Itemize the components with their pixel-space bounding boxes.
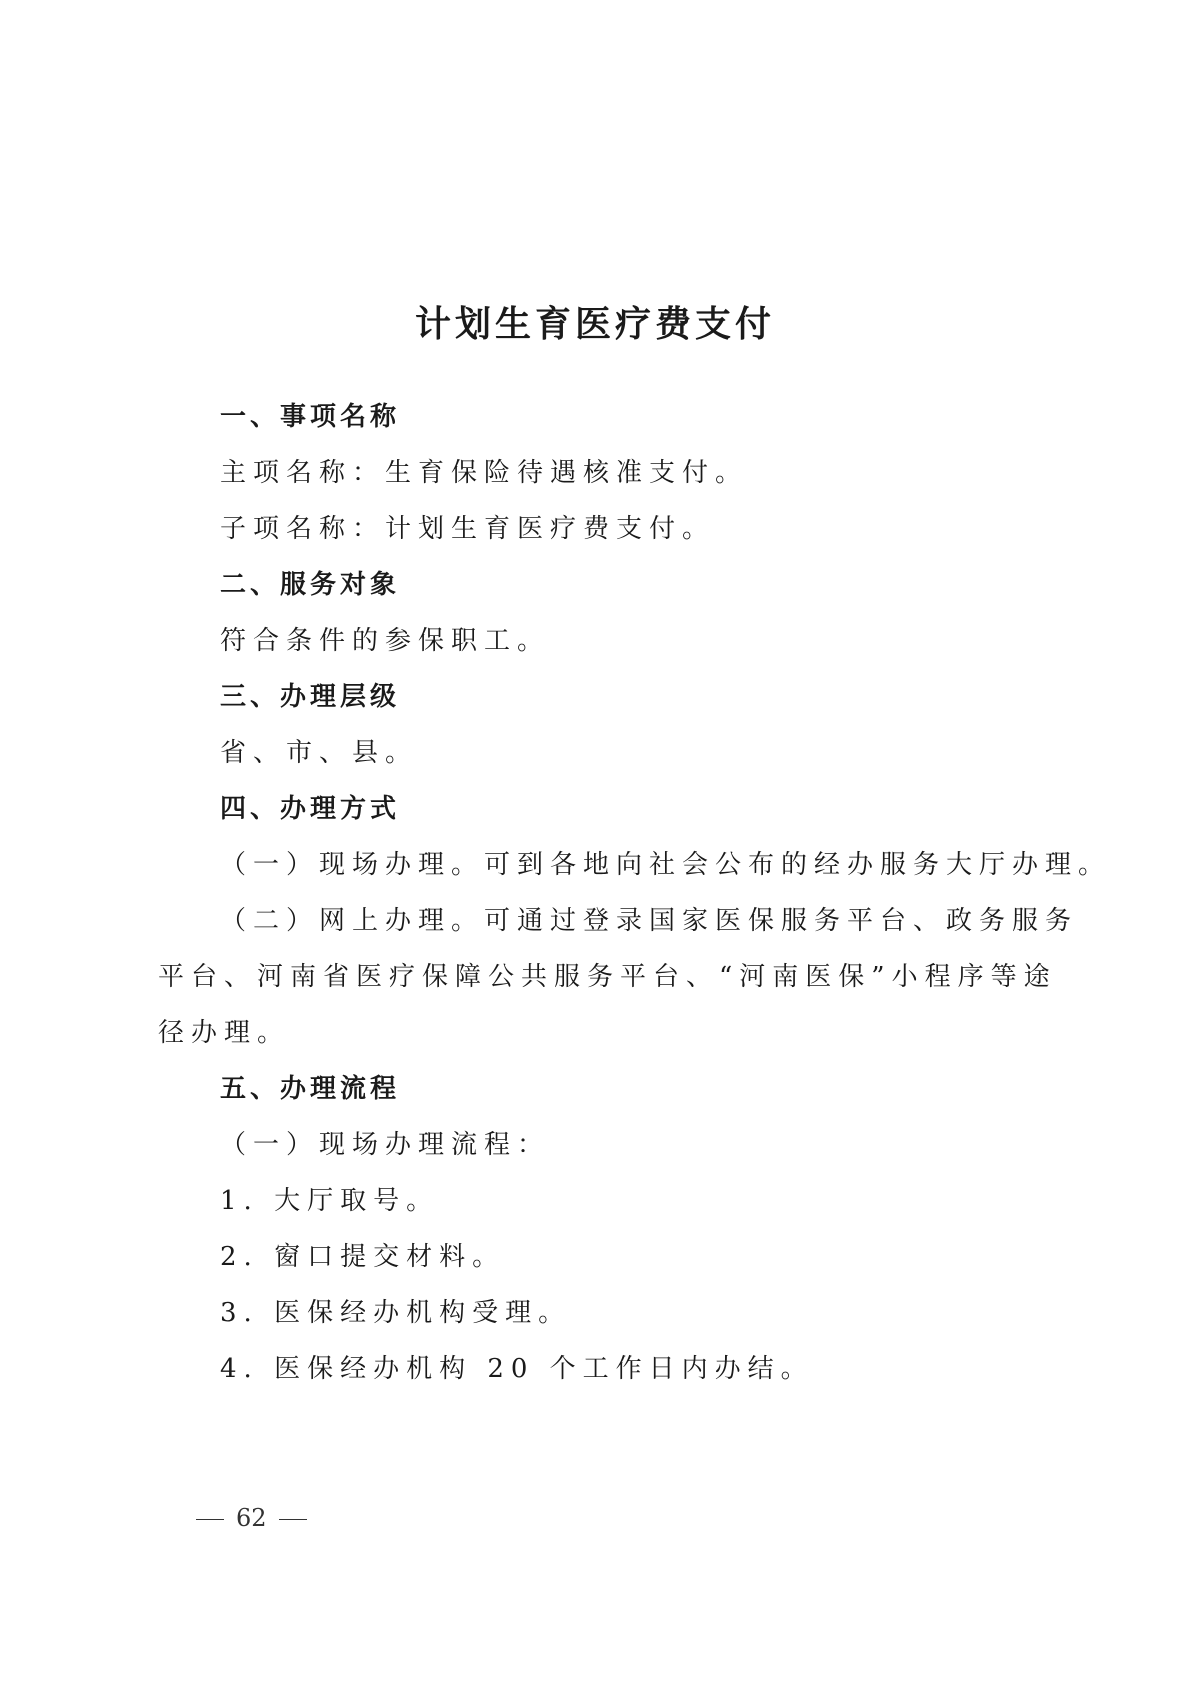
service-target-line: 符合条件的参保职工。 (220, 626, 551, 656)
process-step-4: 4. 医保经办机构 20 个工作日内办结。 (220, 1354, 814, 1384)
process-step-3: 3. 医保经办机构受理。 (220, 1298, 572, 1328)
process-step-1: 1. 大厅取号。 (220, 1186, 440, 1216)
document-title: 计划生育医疗费支付 (414, 304, 775, 345)
online-handling-line-2: 平台、河南省医疗保障公共服务平台、“河南医保”小程序等途 (158, 962, 1057, 992)
main-item-name-line: 主项名称：生育保险待遇核准支付。 (220, 458, 749, 488)
page-number (184, 1504, 319, 1532)
onsite-handling-line: （一）现场办理。可到各地向社会公布的经办服务大厅办理。 (220, 850, 1112, 880)
process-subheading: （一）现场办理流程： (220, 1130, 551, 1160)
sub-item-name-line: 子项名称：计划生育医疗费支付。 (220, 514, 716, 544)
page-number-right-dash (279, 1519, 307, 1520)
section-heading-handling-level: 三、办理层级 (220, 682, 401, 712)
online-handling-line-1: （二）网上办理。可通过登录国家医保服务平台、政务服务 (220, 906, 1079, 936)
online-handling-line-3: 径办理。 (158, 1018, 291, 1048)
section-heading-service-target: 二、服务对象 (220, 570, 401, 600)
page-number-left-dash (196, 1519, 224, 1520)
handling-level-line: 省、市、县。 (220, 738, 419, 768)
section-heading-item-name: 一、事项名称 (220, 402, 401, 432)
page-number-value: 62 (236, 1504, 267, 1532)
process-step-2: 2. 窗口提交材料。 (220, 1242, 506, 1272)
section-heading-handling-process: 五、办理流程 (220, 1074, 401, 1104)
section-heading-handling-method: 四、办理方式 (220, 794, 401, 824)
